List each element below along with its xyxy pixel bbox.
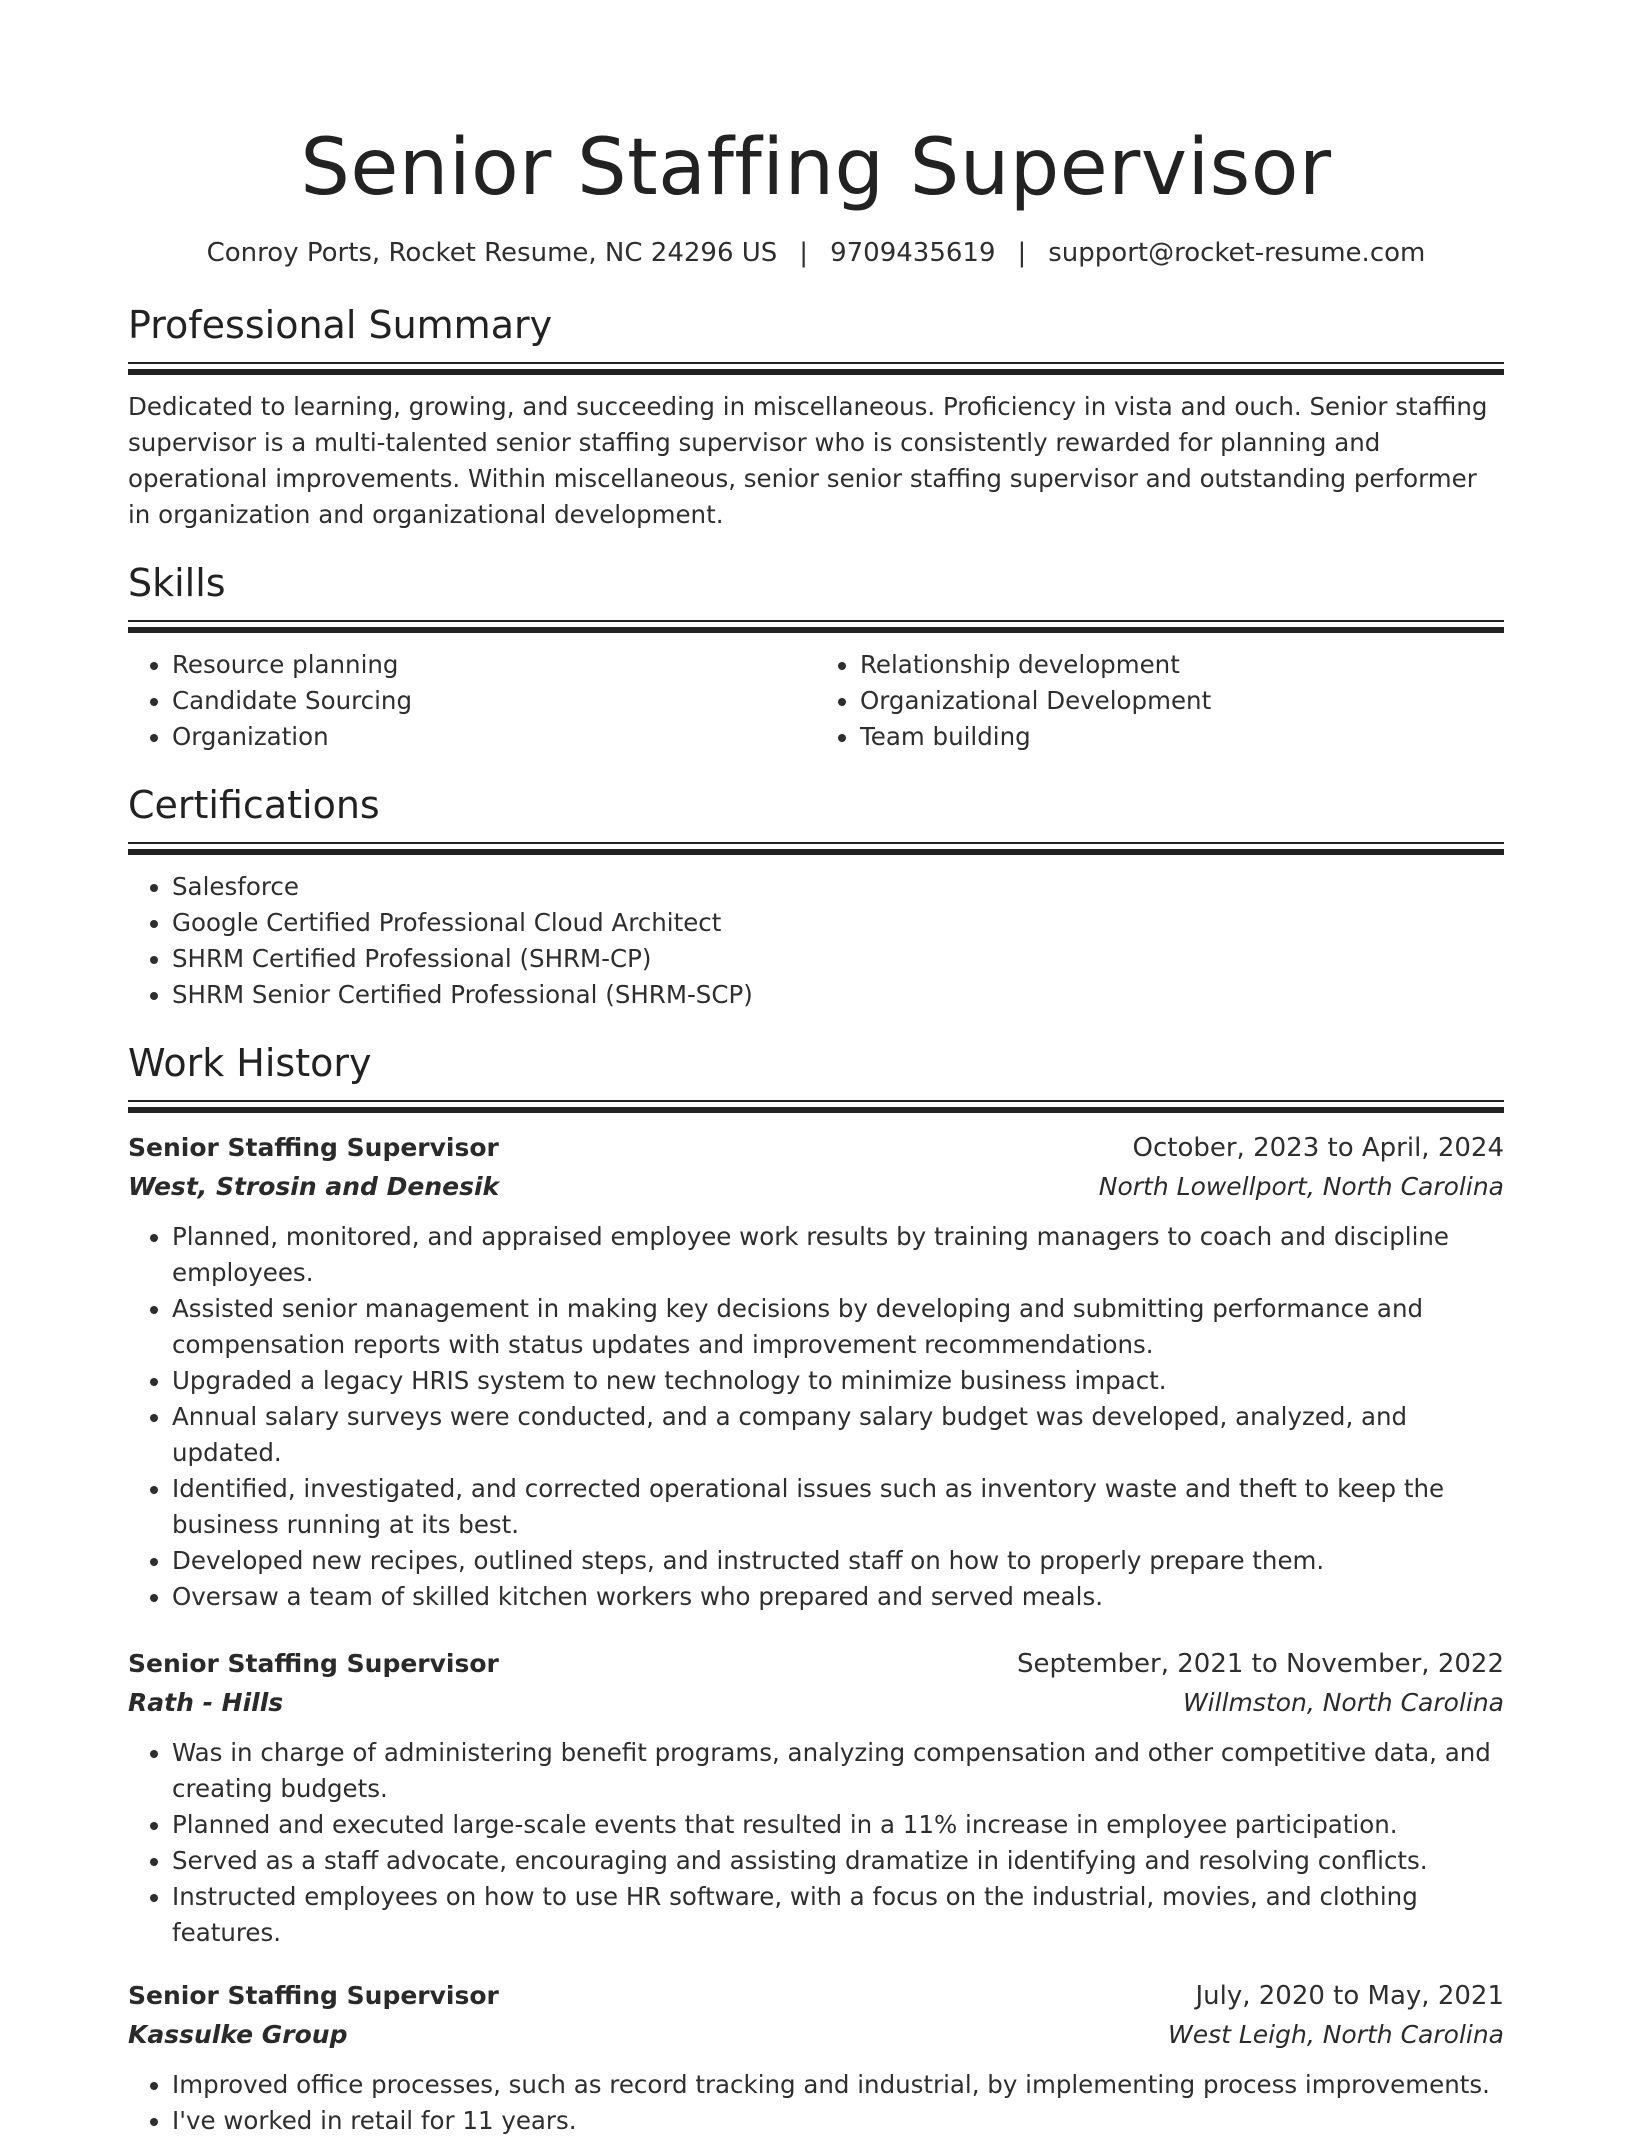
section-divider (128, 620, 1504, 633)
job-header (128, 1977, 1504, 2015)
summary-text: Dedicated to learning, growing, and succeeding in miscellaneous. Proficiency in vista and ouch. Senior staffing supervisor is a multi-talented senior staffing supervisor who is consistently rewarded for planning and operational improvements. Within miscellaneous, senior senior staffing supervisor and outstanding performer in organization and organizational development. (128, 392, 1488, 529)
job-subheader (128, 1167, 1504, 1207)
job-bullets (128, 1219, 1504, 1615)
skill-item: • Organization (172, 719, 816, 755)
skill-item: • Resource planning (172, 647, 816, 683)
skill-item: • Team building (860, 719, 1504, 755)
skill-item: • Relationship development (860, 647, 1504, 683)
job-header (128, 1129, 1504, 1167)
job-bullet: • Improved office processes, such as record tracking and industrial, by implementing process improvements. (172, 2067, 1504, 2103)
contact-email: support@rocket-resume.com (1048, 238, 1426, 268)
job-location: North Lowellport, North Carolina (1098, 1172, 1504, 1201)
job-dates: September, 2021 to November, 2022 (1017, 1649, 1504, 1679)
skill-item: • Organizational Development (860, 683, 1504, 719)
section-title-certifications: Certifications (128, 783, 380, 827)
job-bullet: • Planned and executed large-scale events that resulted in a 11% increase in employee participation. (172, 1807, 1504, 1843)
skills-list-left (128, 647, 816, 755)
job-bullet: • Planned, monitored, and appraised employee work results by training managers to coach and discipline employees. (172, 1219, 1504, 1291)
skills-section (128, 558, 1504, 755)
job-entry (128, 1129, 1504, 1615)
job-bullet: • Developed new recipes, outlined steps, and instructed staff on how to properly prepare them. (172, 1543, 1504, 1579)
certification-item: • SHRM Certified Professional (SHRM-CP) (172, 941, 1504, 977)
skills-list-right (816, 647, 1504, 755)
job-subheader (128, 1683, 1504, 1723)
job-bullet: • Instructed employees on how to use HR software, with a focus on the industrial, movies, and clothing features. (172, 1879, 1504, 1951)
resume-page (128, 0, 1504, 2139)
contact-separator: | (1017, 238, 1027, 268)
certification-item: • SHRM Senior Certified Professional (SHRM-SCP) (172, 977, 1504, 1013)
resume-name: Senior Staffing Supervisor (300, 123, 1332, 213)
certifications-list (128, 869, 1504, 1013)
section-title-skills: Skills (128, 561, 226, 605)
job-bullet: • Was in charge of administering benefit programs, analyzing compensation and other competitive data, and creating budgets. (172, 1735, 1504, 1807)
contact-separator: | (799, 238, 809, 268)
job-title: Senior Staffing Supervisor (128, 1981, 499, 2010)
job-entry (128, 1977, 1504, 2139)
contact-address: Conroy Ports, Rocket Resume, NC 24296 US (206, 238, 778, 268)
certification-item: • Google Certified Professional Cloud Architect (172, 905, 1504, 941)
summary-section (128, 300, 1504, 533)
job-bullet: • Assisted senior management in making key decisions by developing and submitting performance and compensation reports with status updates and improvement recommendations. (172, 1291, 1504, 1363)
job-company: West, Strosin and Denesik (128, 1172, 500, 1201)
section-divider (128, 1100, 1504, 1113)
section-divider (128, 842, 1504, 855)
job-bullet: • Oversaw a team of skilled kitchen workers who prepared and served meals. (172, 1579, 1504, 1615)
job-bullet: • Upgraded a legacy HRIS system to new technology to minimize business impact. (172, 1363, 1504, 1399)
job-bullet: • Annual salary surveys were conducted, and a company salary budget was developed, analyzed, and updated. (172, 1399, 1504, 1471)
job-dates: October, 2023 to April, 2024 (1132, 1133, 1504, 1163)
job-entry (128, 1645, 1504, 1951)
job-header (128, 1645, 1504, 1683)
contact-line (128, 236, 1504, 270)
contact-phone: 9709435619 (830, 238, 996, 268)
job-bullet: • Served as a staff advocate, encouraging and assisting dramatize in identifying and resolving conflicts. (172, 1843, 1504, 1879)
job-title: Senior Staffing Supervisor (128, 1133, 499, 1162)
section-divider (128, 362, 1504, 375)
section-title-summary: Professional Summary (128, 303, 553, 347)
job-bullet: • I've worked in retail for 11 years. (172, 2103, 1504, 2139)
job-bullets (128, 1735, 1504, 1951)
job-bullets (128, 2067, 1504, 2139)
job-company: Kassulke Group (128, 2020, 348, 2049)
job-subheader (128, 2015, 1504, 2055)
job-dates: July, 2020 to May, 2021 (1195, 1981, 1504, 2011)
skills-columns (128, 647, 1504, 755)
job-title: Senior Staffing Supervisor (128, 1649, 499, 1678)
certification-item: • Salesforce (172, 869, 1504, 905)
section-title-work-history: Work History (128, 1041, 372, 1085)
job-company: Rath - Hills (128, 1688, 284, 1717)
certifications-section (128, 780, 1504, 1013)
job-location: West Leigh, North Carolina (1167, 2020, 1504, 2049)
work-history-section (128, 1038, 1504, 2139)
job-bullet: • Identified, investigated, and corrected operational issues such as inventory waste and theft to keep the business running at its best. (172, 1471, 1504, 1543)
skill-item: • Candidate Sourcing (172, 683, 816, 719)
job-location: Willmston, North Carolina (1182, 1688, 1504, 1717)
